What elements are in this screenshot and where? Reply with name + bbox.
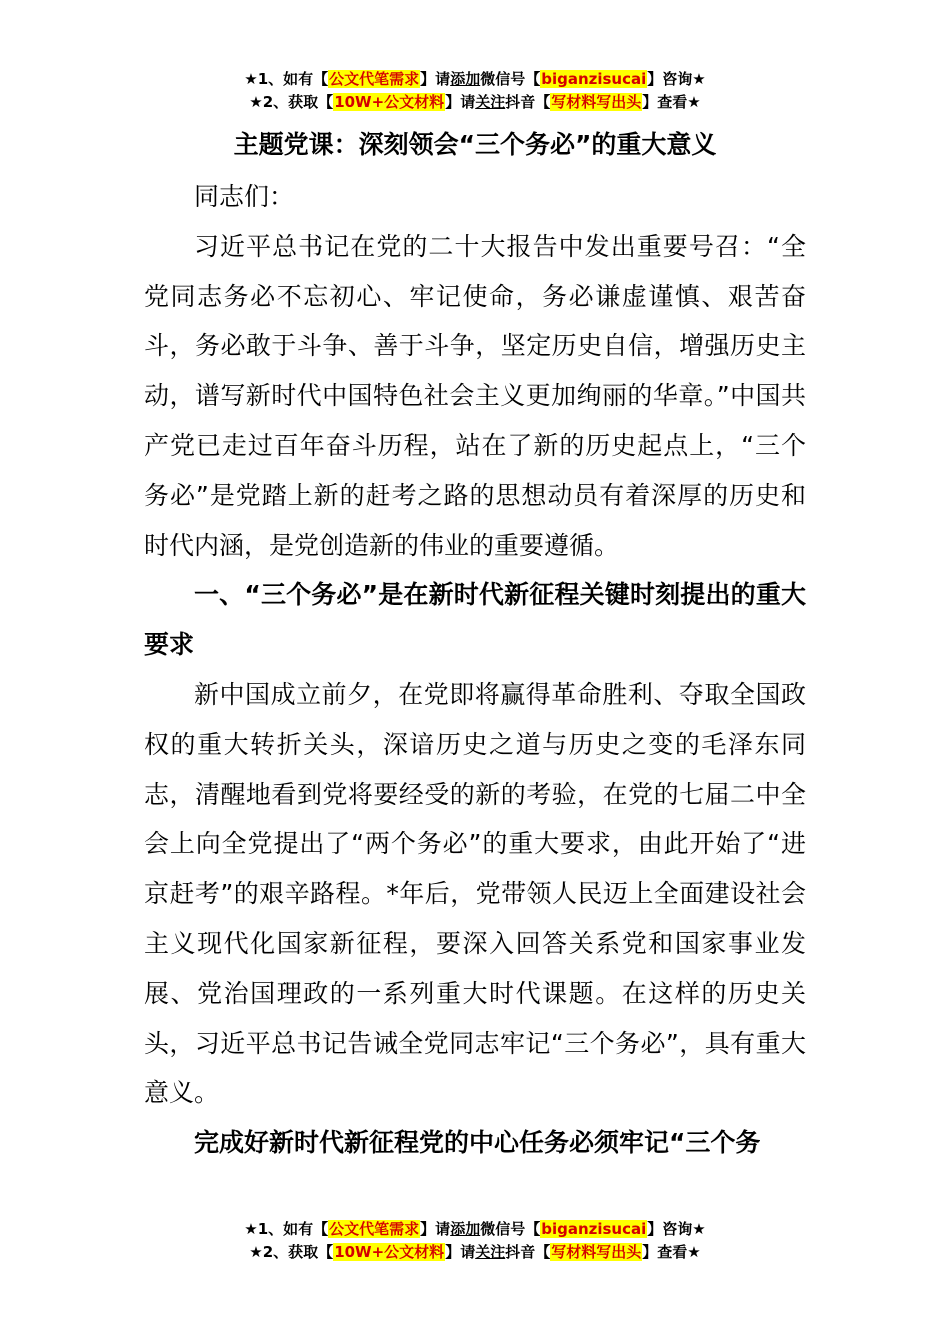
highlight-douyin-account: 写材料写出头 <box>551 93 642 111</box>
greeting: 同志们： <box>194 182 295 211</box>
highlight-wechat-id: biganzisucai <box>541 1220 647 1238</box>
highlight-materials: 10W+公文材料 <box>334 1243 445 1261</box>
promo-line-1: ★1、如有【公文代笔需求】请添加微信号【biganzisucai】咨询★ <box>244 1220 706 1238</box>
highlight-wechat-id: biganzisucai <box>541 70 647 88</box>
paragraph-intro: 习近平总书记在党的二十大报告中发出重要号召：“全党同志务必不忘初心、牢记使命，务必谦虚谨慎、艰苦奋斗，务必敢于斗争、善于斗争，坚定历史自信，增强历史主动，谱写新时代中国特色社会主义更加绚丽的华章。”中国共产党已走过百年奋斗历程，站在了新的历史起点上，“三个务必”是党踏上新的赶考之路的思想动员有着深厚的历史和时代内涵，是党创造新的伟业的重要遵循。 <box>144 231 806 560</box>
highlight-douyin-account: 写材料写出头 <box>551 1243 642 1261</box>
document-title: 主题党课：深刻领会“三个务必”的重大意义 <box>233 130 717 159</box>
highlight-service: 公文代笔需求 <box>329 1220 420 1238</box>
promo-line-2: ★2、获取【10W+公文材料】请关注抖音【写材料写出头】查看★ <box>249 1243 701 1261</box>
promo-banner-top <box>0 68 950 114</box>
promo-banner-bottom <box>0 1218 950 1264</box>
section-heading-2: 完成好新时代新征程党的中心任务必须牢记“三个务 <box>194 1128 761 1158</box>
paragraph-history: 新中国成立前夕，在党即将赢得革命胜利、夺取全国政权的重大转折关头，深谙历史之道与历史之变的毛泽东同志，清醒地看到党将要经受的新的考验，在党的七届二中全会上向全党提出了“两个务必”的重大要求，由此开始了“进京赶考”的艰辛路程。*年后，党带领人民迈上全面建设社会主义现代化国家新征程，要深入回答关系党和国家事业发展、党治国理政的一系列重大时代课题。在这样的历史关头，习近平总书记告诫全党同志牢记“三个务必”，具有重大意义。 <box>144 679 806 1108</box>
promo-line-2: ★2、获取【10W+公文材料】请关注抖音【写材料写出头】查看★ <box>249 93 701 111</box>
highlight-service: 公文代笔需求 <box>329 70 420 88</box>
document-body <box>144 172 806 1168</box>
promo-line-1: ★1、如有【公文代笔需求】请添加微信号【biganzisucai】咨询★ <box>244 70 706 88</box>
section-heading-1: 一、“三个务必”是在新时代新征程关键时刻提出的重大要求 <box>144 580 806 660</box>
highlight-materials: 10W+公文材料 <box>334 93 445 111</box>
